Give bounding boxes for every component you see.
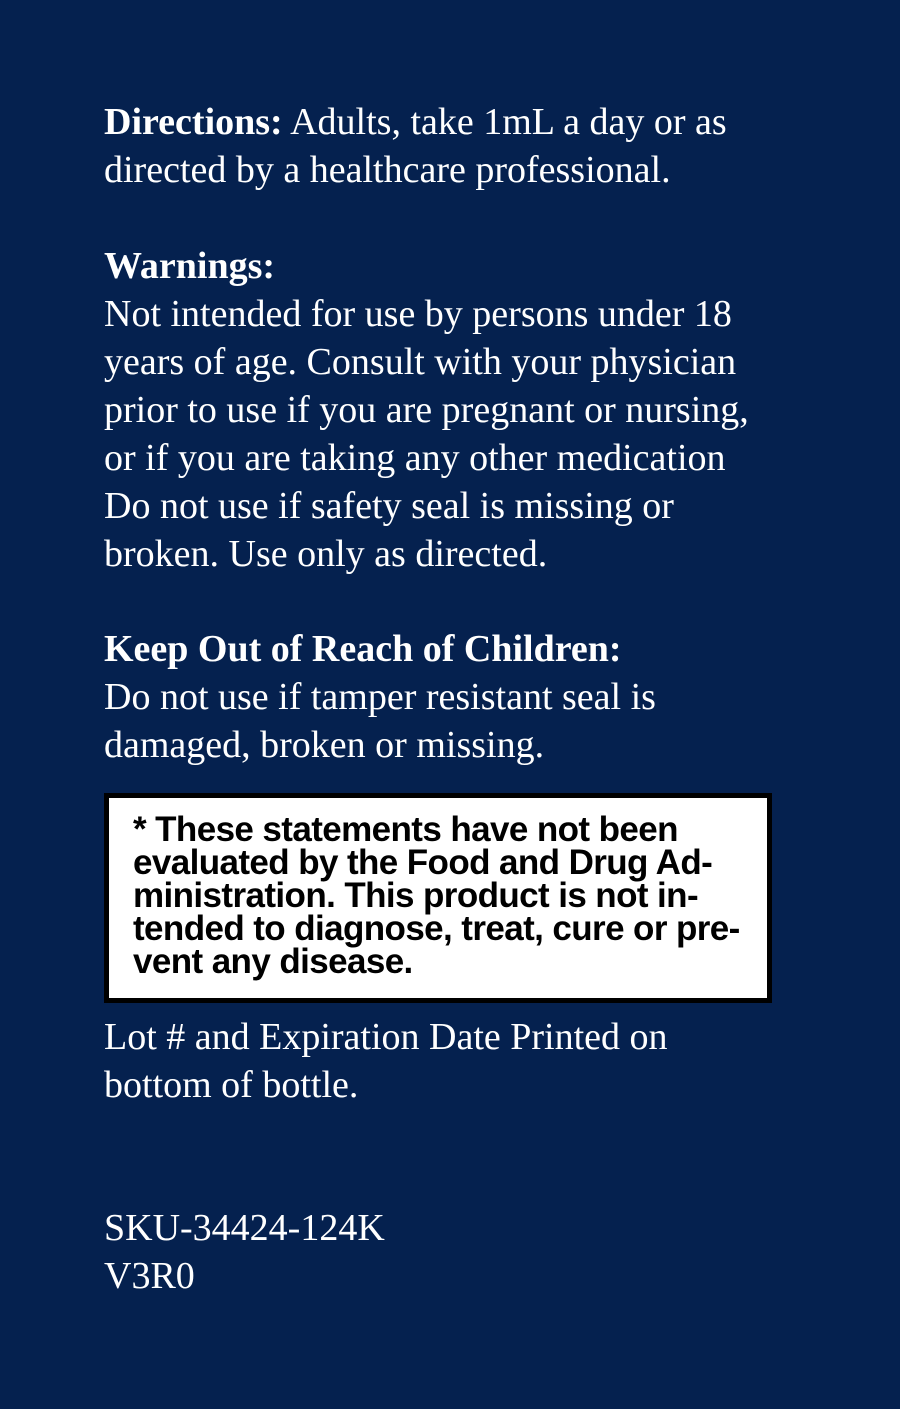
warnings-section: [104, 242, 749, 578]
directions-heading: Directions:: [104, 101, 283, 143]
fda-disclaimer-box: [104, 793, 772, 1003]
directions-text-2: directed by a healthcare professional.: [104, 149, 671, 191]
directions-section: [104, 98, 727, 194]
version-code: V3R0: [104, 1255, 195, 1297]
keep-out-section: [104, 625, 656, 769]
disclaimer-line: * These statements have not been: [133, 810, 678, 849]
directions-line-1: [104, 98, 727, 146]
fda-disclaimer-text: [133, 810, 740, 981]
keep-out-line: damaged, broken or missing.: [104, 724, 545, 766]
sku-section: [104, 1204, 385, 1300]
keep-out-heading: Keep Out of Reach of Children:: [104, 628, 622, 670]
lot-info-section: [104, 1013, 668, 1109]
keep-out-line: Do not use if tamper resistant seal is: [104, 676, 656, 718]
directions-text-1: Adults, take 1mL a day or as: [282, 101, 727, 143]
sku-code: SKU-34424-124K: [104, 1207, 385, 1249]
warnings-line: or if you are taking any other medication: [104, 437, 726, 479]
disclaimer-line: ministration. This product is not in-: [133, 876, 699, 915]
disclaimer-line: evaluated by the Food and Drug Ad-: [133, 843, 713, 882]
warnings-line: Not intended for use by persons under 18: [104, 293, 732, 335]
lot-info-line: Lot # and Expiration Date Printed on: [104, 1016, 668, 1058]
warnings-line: Do not use if safety seal is missing or: [104, 485, 674, 527]
warnings-heading: Warnings:: [104, 245, 276, 287]
warnings-line: years of age. Consult with your physician: [104, 341, 737, 383]
disclaimer-line: vent any disease.: [133, 942, 413, 981]
warnings-line: prior to use if you are pregnant or nursing,: [104, 389, 749, 431]
disclaimer-line: tended to diagnose, treat, cure or pre-: [133, 909, 740, 948]
warnings-line: broken. Use only as directed.: [104, 533, 548, 575]
lot-info-line: bottom of bottle.: [104, 1064, 359, 1106]
